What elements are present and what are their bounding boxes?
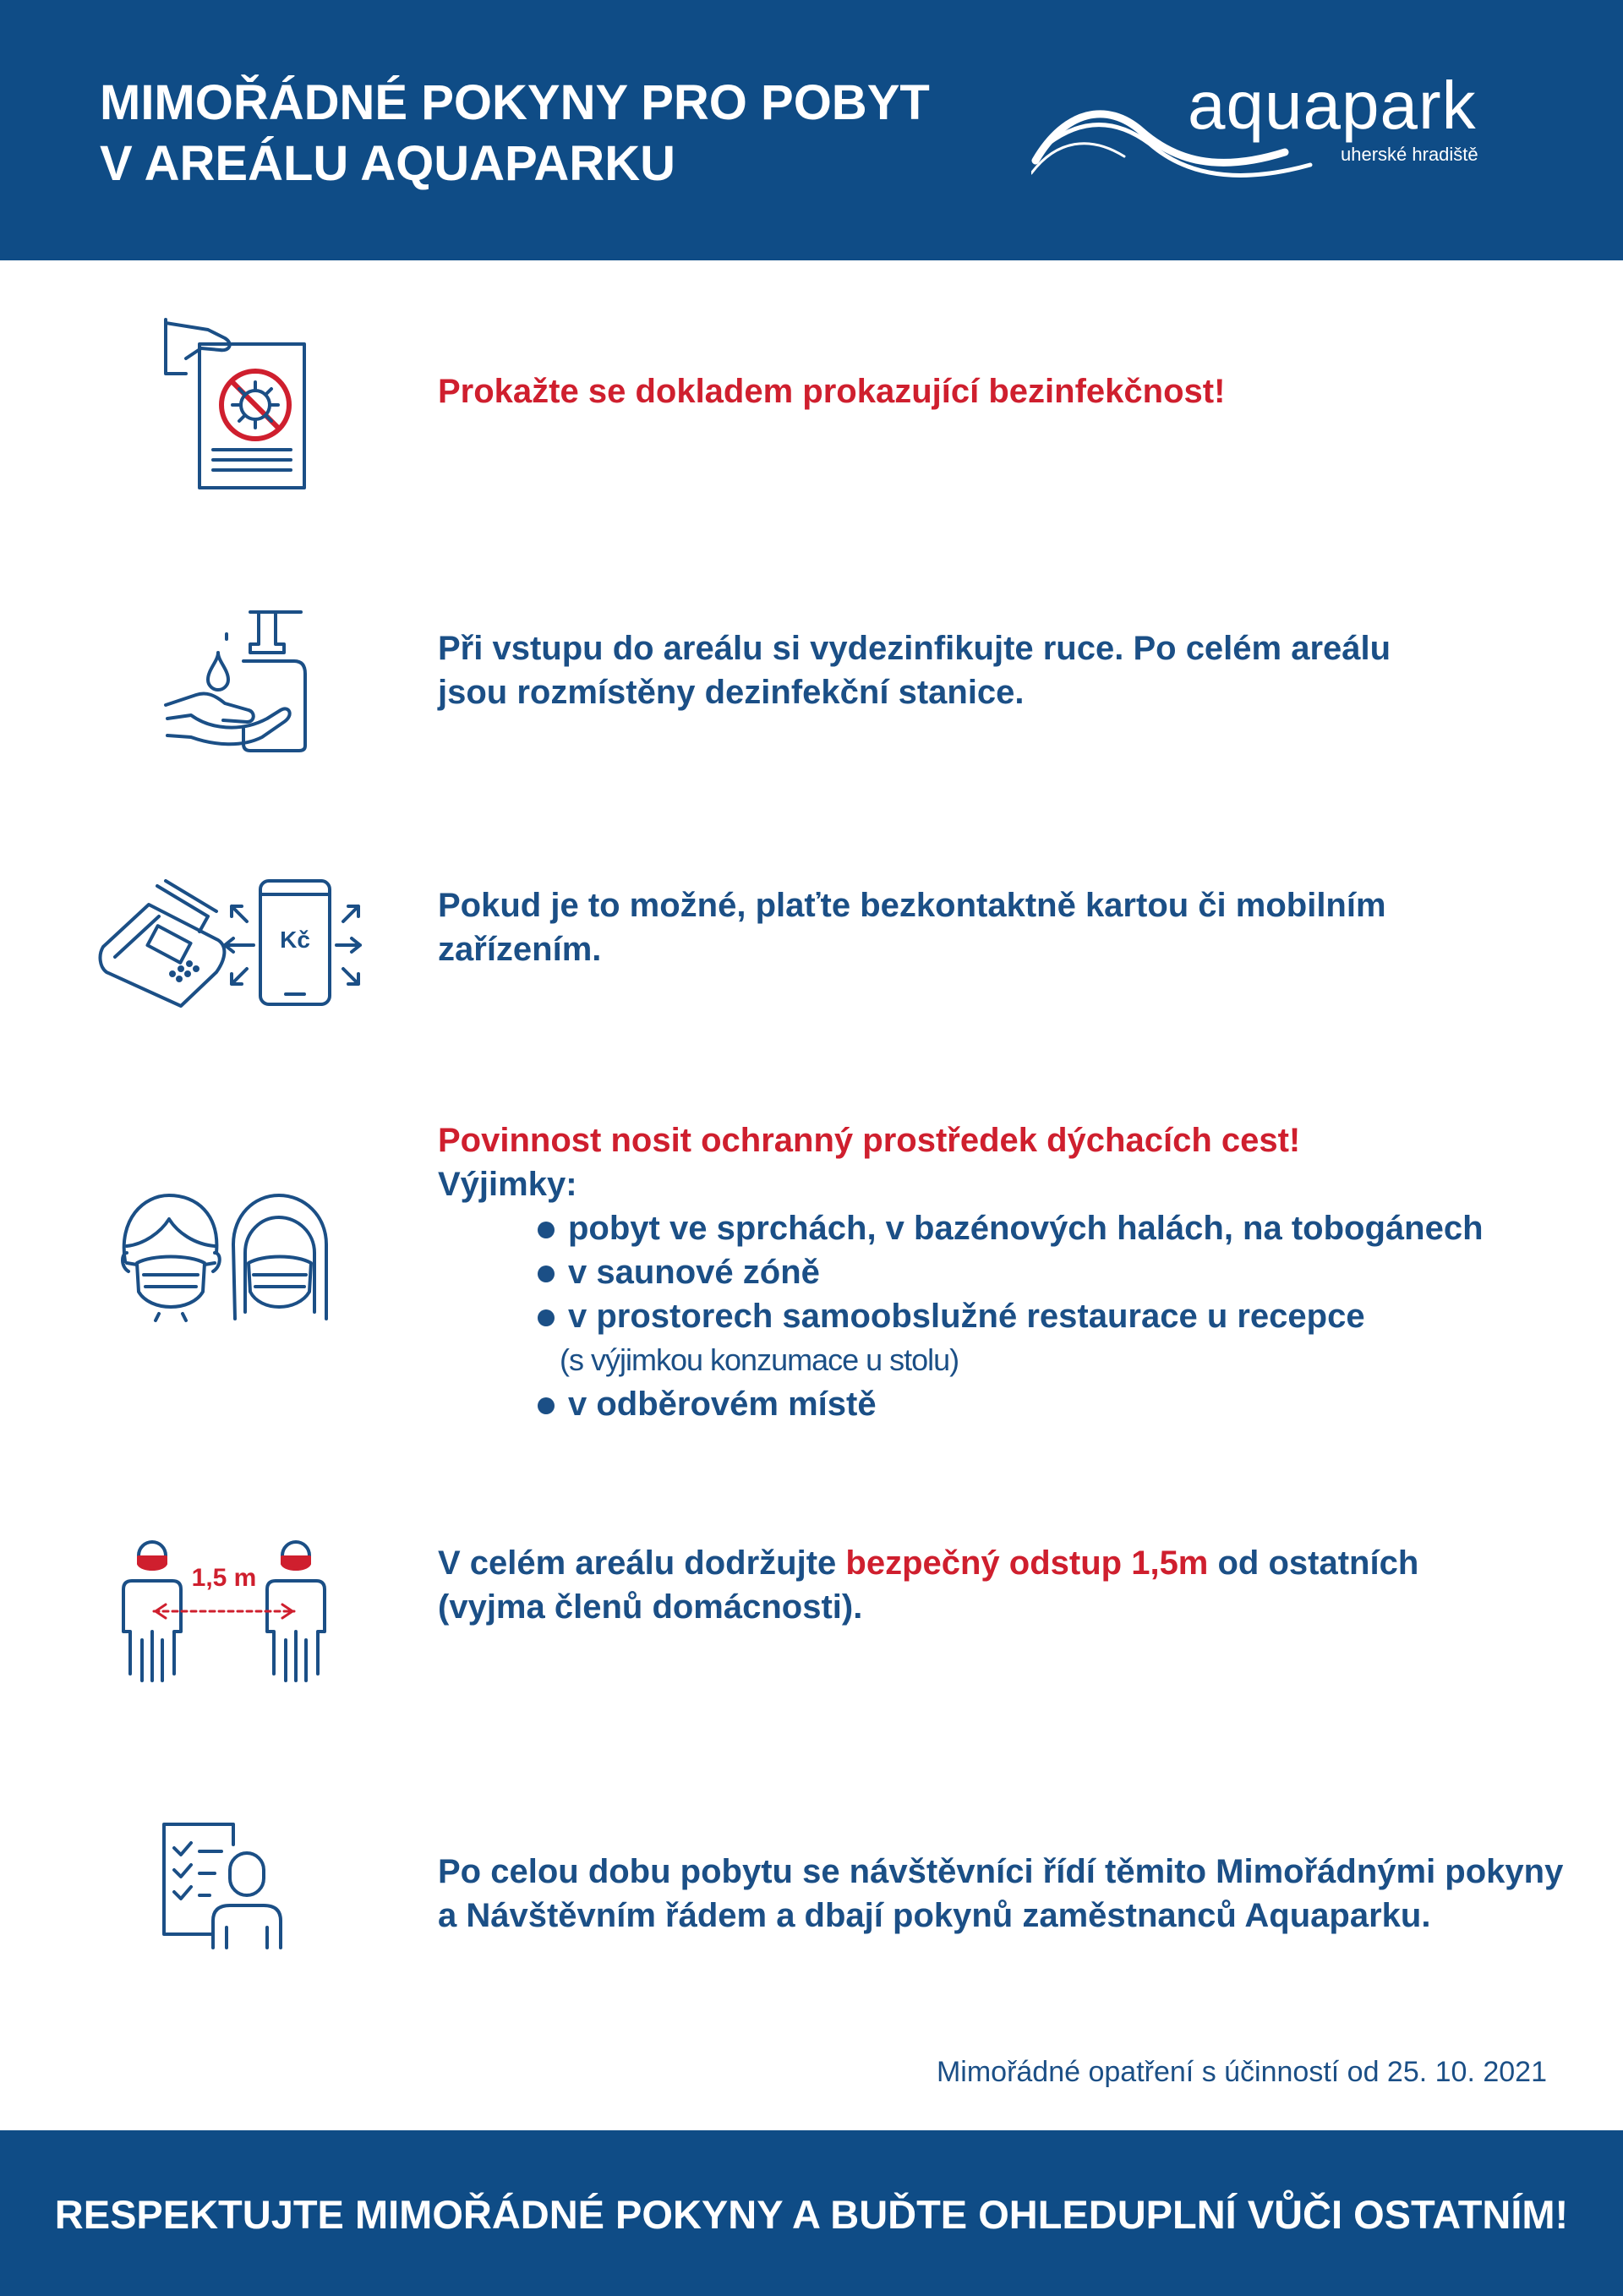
item-2-text bbox=[438, 626, 1391, 714]
item-4-text bbox=[438, 1118, 1484, 1426]
item-1-line-1: Prokažte se dokladem prokazující bezinfekčnost! bbox=[438, 373, 1226, 410]
footer-banner bbox=[0, 2130, 1623, 2296]
page-title bbox=[100, 73, 996, 194]
checklist-person-icon bbox=[162, 1823, 286, 1949]
exceptions-list bbox=[538, 1206, 1484, 1426]
mask-heading: Povinnost nosit ochranný prostředek dýchacích cest! bbox=[438, 1122, 1301, 1159]
item-3-line-1: Pokud je to možné, plaťte bezkontaktně kartou či mobilním bbox=[438, 887, 1386, 924]
face-mask-icon bbox=[118, 1194, 330, 1320]
list-item: v odběrovém místě bbox=[538, 1382, 1484, 1426]
logo-wordmark: aquapark bbox=[1188, 68, 1477, 143]
item-5-text bbox=[438, 1541, 1418, 1629]
item-2-line-2: jsou rozmístěny dezinfekční stanice. bbox=[438, 674, 1025, 711]
title-line-1: MIMOŘÁDNÉ POKYNY PRO POBYT bbox=[100, 75, 930, 130]
contactless-payment-icon bbox=[98, 879, 360, 1008]
title-line-2: V AREÁLU AQUAPARKU bbox=[100, 136, 675, 191]
currency-label: Kč bbox=[280, 927, 310, 953]
item-3-line-2: zařízením. bbox=[438, 931, 602, 968]
item-2-line-1: Při vstupu do areálu si vydezinfikujte ruce. Po celém areálu bbox=[438, 630, 1391, 667]
item-3-text bbox=[438, 883, 1386, 971]
list-item: v prostorech samoobslužné restaurace u recepce bbox=[538, 1294, 1484, 1338]
exceptions-label: Výjimky: bbox=[438, 1166, 577, 1203]
item-5-post: od ostatních bbox=[1208, 1544, 1419, 1582]
item-5-pre: V celém areálu dodržujte bbox=[438, 1544, 846, 1582]
item-6-line-2: a Návštěvním řádem a dbají pokynů zaměstnanců Aquaparku. bbox=[438, 1897, 1431, 1934]
item-5-highlight: bezpečný odstup 1,5m bbox=[845, 1544, 1209, 1582]
item-5-line-1 bbox=[438, 1541, 1418, 1585]
header-banner bbox=[0, 0, 1623, 260]
item-6-line-1: Po celou dobu pobytu se návštěvníci řídí těmito Mimořádnými pokyny bbox=[438, 1853, 1564, 1890]
aquapark-logo bbox=[1031, 68, 1505, 194]
list-item: pobyt ve sprchách, v bazénových halách, na tobogánech bbox=[538, 1206, 1484, 1250]
item-5-line-2: (vyjma členů domácnosti). bbox=[438, 1588, 863, 1626]
distance-icon bbox=[118, 1539, 330, 1684]
item-1-text bbox=[438, 369, 1225, 413]
list-item: v saunové zóně bbox=[538, 1250, 1484, 1294]
footer-text: RESPEKTUJTE MIMOŘÁDNÉ POKYNY A BUĎTE OHLEDUPLNÍ VŮČI OSTATNÍM! bbox=[54, 2192, 1569, 2237]
effective-date-note: Mimořádné opatření s účinností od 25. 10. 2021 bbox=[936, 2056, 1547, 2088]
exception-note: (s výjimkou konzumace u stolu) bbox=[560, 1342, 959, 1377]
logo-subtitle: uherské hradiště bbox=[1341, 144, 1478, 165]
item-6-text bbox=[438, 1850, 1563, 1938]
distance-label: 1,5 m bbox=[191, 1564, 257, 1592]
certificate-icon bbox=[161, 314, 321, 500]
hand-sanitizer-icon bbox=[166, 610, 309, 754]
